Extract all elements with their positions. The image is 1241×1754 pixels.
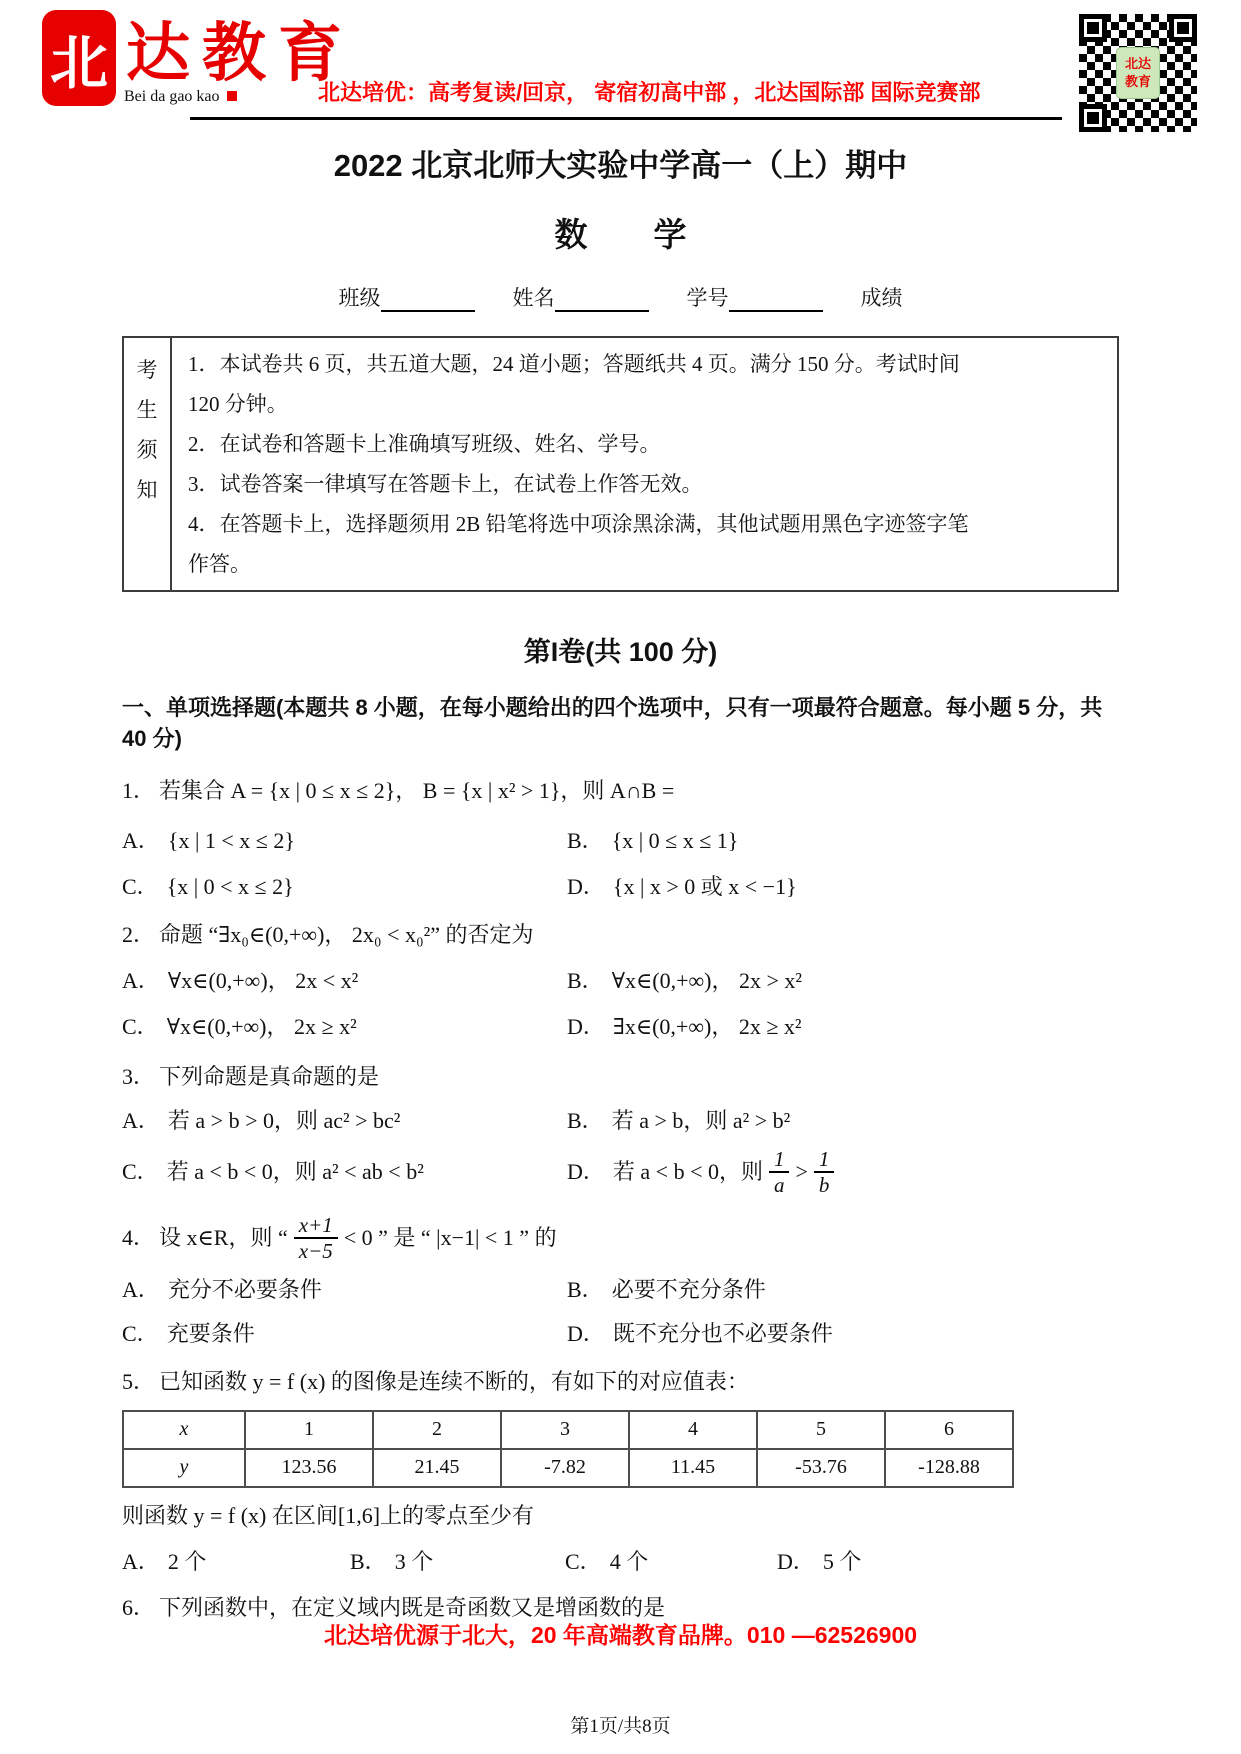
option-text: 必要不充分条件 (611, 1276, 766, 1302)
qr-finder-icon (1169, 14, 1197, 42)
option-text: 3 个 (394, 1548, 434, 1574)
question-2-option-d (567, 1011, 1119, 1043)
option-text: {x | 0 < x ≤ 2} (166, 874, 294, 899)
question-3-text: 下列命题是真命题的是 (159, 1064, 380, 1089)
question-4-stem (122, 1213, 1119, 1263)
fraction-numerator: 1 (769, 1147, 790, 1173)
question-4-option-a (122, 1274, 567, 1306)
question-3-option-a (122, 1105, 567, 1137)
question-2-option-a (122, 965, 567, 997)
option-text: 5 个 (822, 1548, 862, 1574)
qr-center-line1: 北达 (1124, 56, 1151, 72)
page-number: 第1页/共8页 (570, 1716, 671, 1737)
table-x-value: 4 (629, 1411, 757, 1449)
question-3-option-b (567, 1105, 1119, 1137)
option-text: ∀x∈(0,+∞)， 2x < x² (167, 968, 359, 993)
red-square-icon (227, 91, 237, 101)
comparison-sign: > (795, 1159, 808, 1185)
table-x-value: 3 (501, 1411, 629, 1449)
notice-line: 2．在试卷和答题卡上准确填写班级、姓名、学号。 (188, 432, 661, 456)
question-2-text: 命题 “∃x₀∈(0,+∞)， 2x₀ < x₀²” 的否定为 (159, 922, 534, 947)
question-2-number: 2． (122, 922, 156, 947)
question-4-option-c (122, 1318, 567, 1350)
question-1-option-a (122, 825, 567, 857)
document-body (122, 140, 1119, 1624)
option-label: C． (122, 1320, 159, 1346)
option-label: D． (567, 874, 605, 899)
question-5-option-d (777, 1546, 1119, 1578)
option-text: 若 a > b，则 a² > b² (611, 1108, 791, 1133)
option-label: C． (122, 1014, 159, 1039)
footer-slogan: 北达培优源于北大，20 年高端教育品牌。010 —62526900 (323, 1622, 918, 1648)
notice-side-char: 考 (136, 358, 158, 382)
option-label: D． (567, 1014, 605, 1039)
question-1-option-d (567, 871, 1119, 903)
table-y-header: y (123, 1449, 245, 1487)
fraction-denominator: a (773, 1173, 785, 1198)
table-x-value: 6 (885, 1411, 1013, 1449)
question-2-option-b (567, 965, 1119, 997)
question-3-option-c (122, 1147, 567, 1197)
option-label: D． (567, 1159, 605, 1185)
fraction-denominator: x−5 (298, 1239, 333, 1264)
studentid-label: 学号 (686, 286, 729, 310)
table-y-value: -53.76 (757, 1449, 885, 1487)
brand-subtext (124, 88, 237, 106)
fraction-numerator: 1 (814, 1147, 835, 1173)
question-1-option-b (567, 825, 1119, 857)
option-label: B． (350, 1548, 387, 1574)
brand-subtext-label: Bei da gao kao (124, 88, 220, 105)
option-label: A． (122, 828, 160, 853)
class-field (339, 282, 475, 312)
qr-center-label (1116, 47, 1160, 99)
notice-side-char: 须 (136, 438, 158, 462)
table-row-x (123, 1411, 1013, 1449)
score-field (861, 282, 903, 312)
fraction-denominator: b (818, 1173, 830, 1198)
question-4-options-ab (122, 1274, 1119, 1306)
table-row-y (123, 1449, 1013, 1487)
question-4-options-cd (122, 1318, 1119, 1350)
option-text: 既不充分也不必要条件 (612, 1320, 833, 1346)
option-label: C． (122, 874, 159, 899)
question-2-option-c (122, 1011, 567, 1043)
page-title: 2022 北京北师大实验中学高一（上）期中 (333, 148, 908, 183)
subject-title: 数 学 (554, 216, 687, 253)
option-label: C． (565, 1548, 602, 1574)
question-5-option-c (565, 1546, 777, 1578)
question-2-stem (122, 919, 1119, 951)
option-text: ∀x∈(0,+∞)， 2x > x² (611, 968, 802, 993)
question-1-option-c (122, 871, 567, 903)
fraction (814, 1147, 835, 1197)
table-y-value: -128.88 (885, 1449, 1013, 1487)
name-field (513, 282, 649, 312)
header-slogan: 北达培优：高考复读/回京， 寄宿初高中部 ，北达国际部 国际竞赛部 (318, 80, 981, 105)
notice-line: 120 分钟。 (188, 392, 288, 416)
qr-center-line2: 教育 (1124, 74, 1151, 89)
question-1-options-ab (122, 825, 1119, 857)
option-text: 2 个 (167, 1548, 207, 1574)
option-text: {x | 1 < x ≤ 2} (167, 828, 295, 853)
studentid-blank (729, 288, 823, 312)
beida-seal-icon: 北 (42, 10, 116, 106)
question-6-text: 下列函数中，在定义域内既是奇函数又是增函数的是 (159, 1594, 666, 1620)
student-info-row (122, 282, 1119, 312)
option-label: A． (122, 1548, 160, 1574)
question-5-option-a (122, 1546, 350, 1578)
qr-code (1079, 14, 1197, 132)
question-5-options (122, 1546, 1119, 1578)
option-text: {x | x > 0 或 x < −1} (612, 874, 797, 899)
section1-title: 一、单项选择题(本题共 8 小题，在每小题给出的四个选项中，只有一项最符合题意。每小题 5 分，共 40 分) (122, 695, 1103, 751)
question-5-number: 5． (122, 1368, 156, 1394)
studentid-field (687, 282, 823, 312)
option-text: 若 a < b < 0，则 (612, 1159, 763, 1185)
qr-finder-icon (1079, 14, 1107, 42)
option-label: A． (122, 1108, 160, 1133)
score-label: 成绩 (860, 286, 903, 310)
option-text: 充要条件 (166, 1320, 255, 1346)
question-6-number: 6． (122, 1594, 156, 1620)
notice-box (122, 336, 1119, 592)
question-1-number: 1． (122, 778, 156, 803)
question-4-text-after: < 0 ” 是 “ |x−1| < 1 ” 的 (343, 1225, 557, 1251)
question-2-options-ab (122, 965, 1119, 997)
notice-line: 3．试卷答案一律填写在答题卡上，在试卷上作答无效。 (188, 472, 703, 496)
question-3-options-ab (122, 1105, 1119, 1137)
question-3-stem (122, 1061, 1119, 1093)
table-y-value: 123.56 (245, 1449, 373, 1487)
question-5-text: 已知函数 y = f (x) 的图像是连续不断的，有如下的对应值表： (159, 1368, 749, 1394)
option-text: 若 a > b > 0，则 ac² > bc² (167, 1108, 401, 1133)
notice-line: 1．本试卷共 6 页，共五道大题，24 道小题；答题纸共 4 页。满分 150 分。考试时间 (188, 352, 960, 376)
table-x-value: 5 (757, 1411, 885, 1449)
name-blank (555, 288, 649, 312)
part1-title: 第I卷(共 100 分) (523, 637, 718, 667)
fraction (294, 1213, 338, 1263)
option-label: C． (122, 1159, 159, 1185)
fraction (769, 1147, 790, 1197)
option-text: ∃x∈(0,+∞)， 2x ≥ x² (612, 1014, 802, 1039)
option-text: 充分不必要条件 (167, 1276, 322, 1302)
table-y-value: 21.45 (373, 1449, 501, 1487)
header-divider (190, 117, 1062, 120)
qr-finder-icon (1079, 104, 1107, 132)
table-y-value: 11.45 (629, 1449, 757, 1487)
brand-text: 达教育 (126, 18, 354, 89)
option-label: B． (567, 968, 604, 993)
option-label: A． (122, 1276, 160, 1302)
option-label: D． (777, 1548, 815, 1574)
option-label: A． (122, 968, 160, 993)
table-x-value: 2 (373, 1411, 501, 1449)
question-3-options-cd (122, 1147, 1119, 1197)
class-blank (381, 288, 475, 312)
notice-body (172, 338, 979, 590)
class-label: 班级 (338, 286, 381, 310)
question-4-option-b (567, 1274, 1119, 1306)
option-label: D． (567, 1320, 605, 1346)
question-2-options-cd (122, 1011, 1119, 1043)
option-text: 4 个 (609, 1548, 649, 1574)
table-y-value: -7.82 (501, 1449, 629, 1487)
option-text: 若 a < b < 0，则 a² < ab < b² (166, 1159, 424, 1185)
fraction-numerator: x+1 (294, 1213, 338, 1239)
question-3-number: 3． (122, 1064, 156, 1089)
option-label: B． (567, 828, 604, 853)
option-label: B． (567, 1276, 604, 1302)
question-1-options-cd (122, 871, 1119, 903)
question-1-stem (122, 775, 1119, 807)
question-5-followup: 则函数 y = f (x) 在区间[1,6]上的零点至少有 (122, 1502, 535, 1528)
option-label: B． (567, 1108, 604, 1133)
table-x-header: x (123, 1411, 245, 1449)
table-x-value: 1 (245, 1411, 373, 1449)
option-text: ∀x∈(0,+∞)， 2x ≥ x² (166, 1014, 357, 1039)
option-text: {x | 0 ≤ x ≤ 1} (611, 828, 739, 853)
notice-side-char: 生 (136, 398, 158, 422)
name-label: 姓名 (512, 286, 555, 310)
notice-line: 4．在答题卡上，选择题须用 2B 铅笔将选中项涂黑涂满，其他试题用黑色字迹签字笔 (188, 512, 969, 536)
notice-side-char: 知 (136, 478, 158, 502)
value-table (122, 1410, 1014, 1488)
question-5-option-b (350, 1546, 565, 1578)
question-1-text: 若集合 A = {x | 0 ≤ x ≤ 2}， B = {x | x² > 1}，则 A∩B = (159, 778, 675, 803)
question-5-stem (122, 1366, 1119, 1398)
question-3-option-d (567, 1147, 1119, 1197)
question-4-number: 4． (122, 1225, 156, 1251)
question-4-text: 设 x∈R，则 “ (159, 1225, 288, 1251)
question-4-option-d (567, 1318, 1119, 1350)
notice-line: 作答。 (188, 552, 251, 576)
notice-side-label (124, 338, 172, 590)
